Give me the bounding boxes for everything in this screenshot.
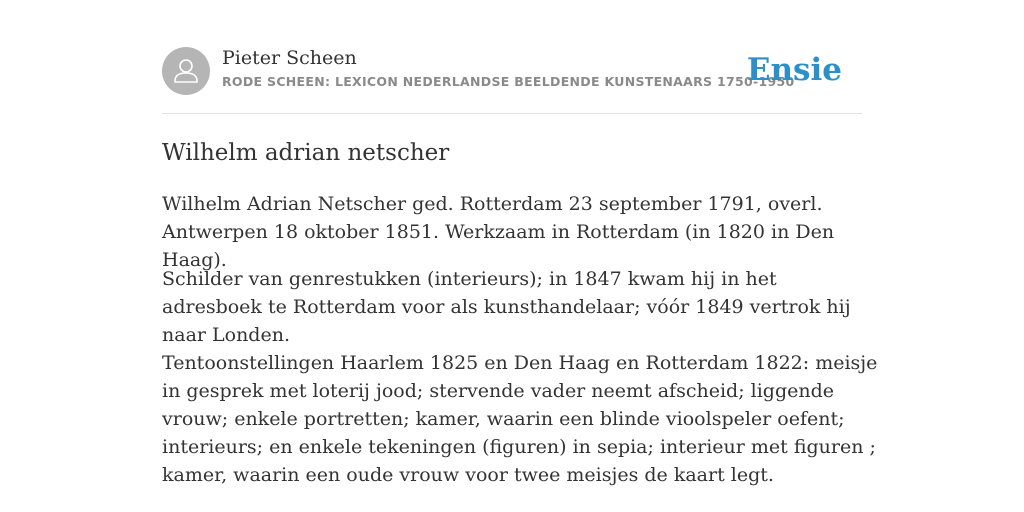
article-paragraph: Tentoonstellingen Haarlem 1825 en Den Haag en Rotterdam 1822: meisje in gesprek met loterij jood; stervende vader neemt afscheid; liggende vrouw; enkele portretten; kamer, waarin een blinde vioolspeler oefent; interieurs; en enkele tekeningen (figuren) in sepia; interieur met figuren ; kamer, waarin een oude vrouw voor twee meisjes de kaart legt. [162,352,878,486]
brand-logo[interactable]: Ensie [746,52,842,88]
article-title: Wilhelm adrian netscher [162,140,450,166]
header-divider [162,113,862,114]
user-silhouette-icon [162,47,210,95]
article-paragraph: Wilhelm Adrian Netscher ged. Rotterdam 23 september 1791, overl. Antwerpen 18 oktober 1851. Werkzaam in Rotterdam (in 1820 in Den Haag). [162,193,835,271]
author-name[interactable]: Pieter Scheen [222,47,357,69]
article-paragraph: Schilder van genrestukken (interieurs); in 1847 kwam hij in het adresboek te Rotterdam voor als kunsthandelaar; vóór 1849 vertrok hij naar Londen. [162,268,851,346]
article-header [162,46,862,96]
author-avatar[interactable] [162,47,210,95]
source-label[interactable]: RODE SCHEEN: LEXICON NEDERLANDSE BEELDENDE KUNSTENAARS 1750-1950 [222,74,795,89]
